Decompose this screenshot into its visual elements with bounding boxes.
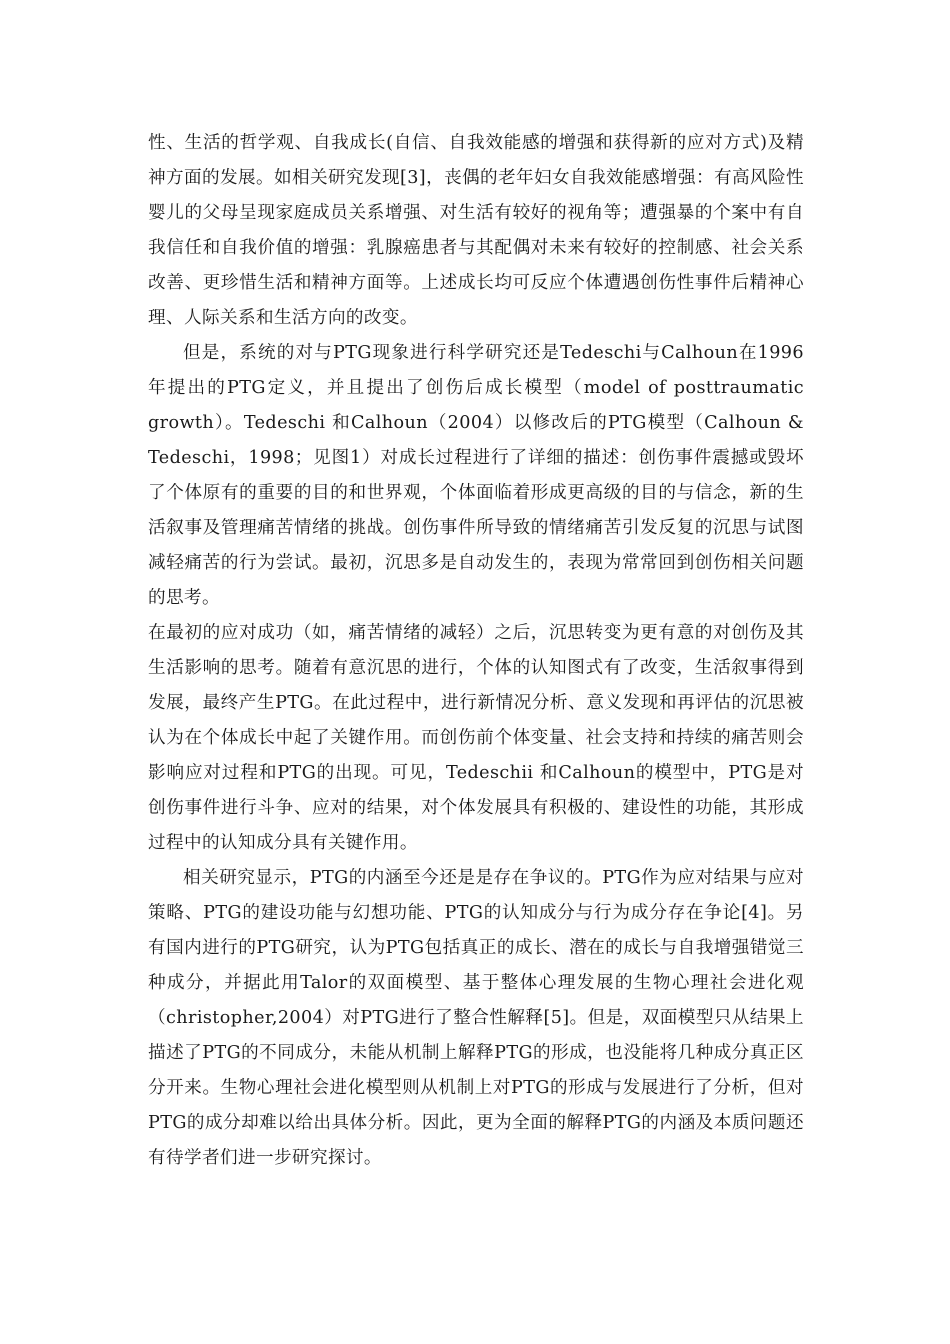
paragraph-2: 但是，系统的对与PTG现象进行科学研究还是Tedeschi与Calhoun在1996年提出的PTG定义，并且提出了创伤后成长模型（model of posttraumatic growth）。Tedeschi 和Calhoun（2004）以修改后的PTG模型（Calhoun & Tedeschi，1998；见图1）对成长过程进行了详细的描述：创伤事件震撼或毁坏了个体原有的重要的目的和世界观，个体面临着形成更高级的目的与信念，新的生活叙事及管理痛苦情绪的挑战。创伤事件所导致的情绪痛苦引发反复的沉思与试图减轻痛苦的行为尝试。最初，沉思多是自动发生的，表现为常常回到创伤相关问题的思考。	[148, 343, 804, 608]
document-body	[148, 126, 804, 1176]
paragraph-3: 在最初的应对成功（如，痛苦情绪的减轻）之后，沉思转变为更有意的对创伤及其生活影响的思考。随着有意沉思的进行，个体的认知图式有了改变，生活叙事得到发展，最终产生PTG。在此过程中，进行新情况分析、意义发现和再评估的沉思被认为在个体成长中起了关键作用。而创伤前个体变量、社会支持和持续的痛苦则会影响应对过程和PTG的出现。可见，Tedeschii 和Calhoun的模型中，PTG是对创伤事件进行斗争、应对的结果，对个体发展具有积极的、建设性的功能，其形成过程中的认知成分具有关键作用。	[148, 623, 804, 853]
paragraph-4: 相关研究显示，PTG的内涵至今还是是存在争议的。PTG作为应对结果与应对策略、PTG的建设功能与幻想功能、PTG的认知成分与行为成分存在争论[4]。另有国内进行的PTG研究，认为PTG包括真正的成长、潜在的成长与自我增强错觉三种成分，并据此用Talor的双面模型、基于整体心理发展的生物心理社会进化观（christopher,2004）对PTG进行了整合性解释[5]。但是，双面模型只从结果上描述了PTG的不同成分，未能从机制上解释PTG的形成，也没能将几种成分真正区分开来。生物心理社会进化模型则从机制上对PTG的形成与发展进行了分析，但对PTG的成分却难以给出具体分析。因此，更为全面的解释PTG的内涵及本质问题还有待学者们进一步研究探讨。	[148, 868, 804, 1168]
paragraph-1: 性、生活的哲学观、自我成长(自信、自我效能感的增强和获得新的应对方式)及精神方面的发展。如相关研究发现[3]，丧偶的老年妇女自我效能感增强：有高风险性婴儿的父母呈现家庭成员关系增强、对生活有较好的视角等；遭强暴的个案中有自我信任和自我价值的增强：乳腺癌患者与其配偶对未来有较好的控制感、社会关系改善、更珍惜生活和精神方面等。上述成长均可反应个体遭遇创伤性事件后精神心理、人际关系和生活方向的改变。	[148, 133, 804, 328]
